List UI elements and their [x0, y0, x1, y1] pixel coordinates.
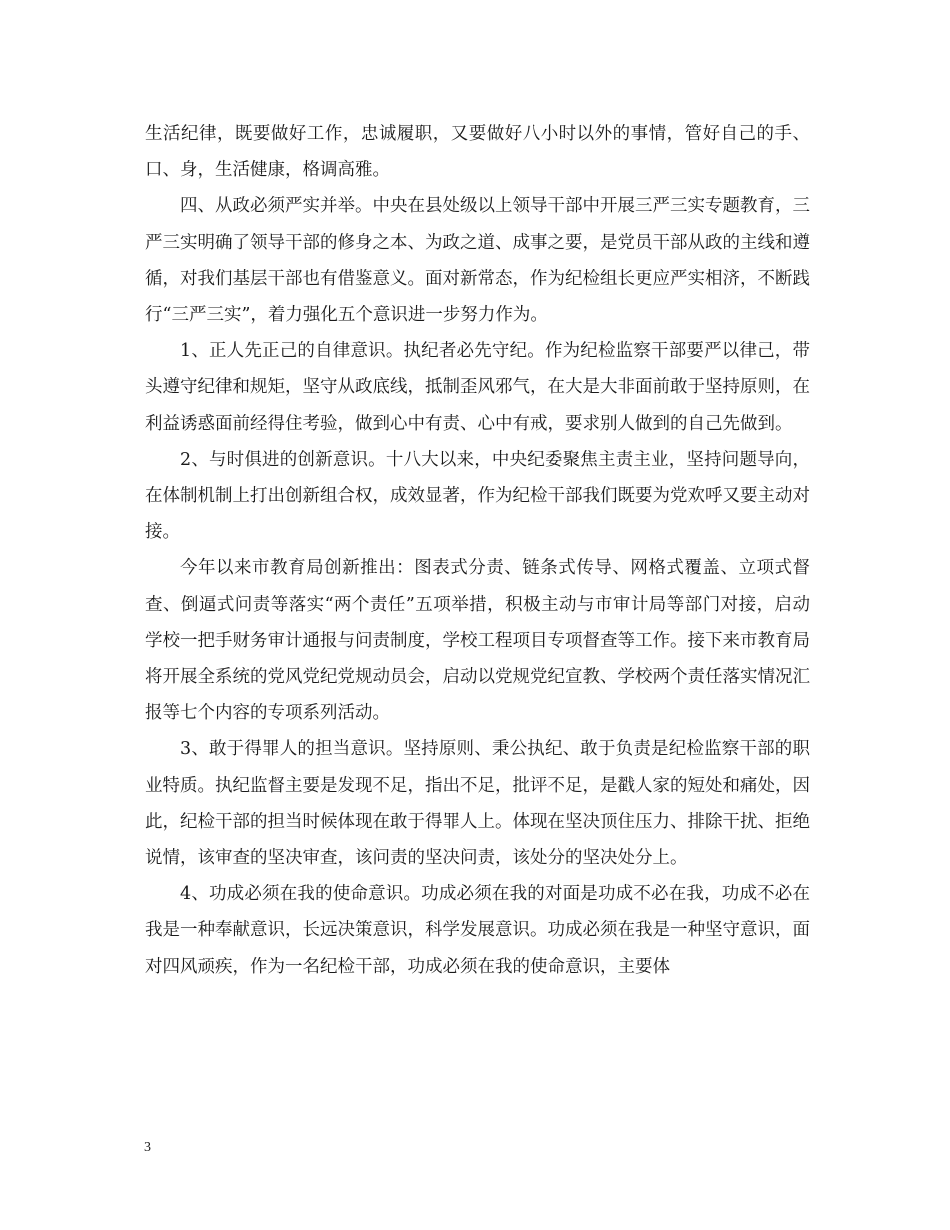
paragraph-point-four-mission: 4、功成必须在我的使命意识。功成必须在我的对面是功成不必在我，功成不必在我是一种奉献意识，长远决策意识，科学发展意识。功成必须在我是一种坚守意识，面对四风顽疾，作为一名纪检干部，功成必须在我的使命意识，主要体: [145, 884, 810, 977]
paragraph-point-three-responsibility: 3、敢于得罪人的担当意识。坚持原则、秉公执纪、敢于负责是纪检监察干部的职业特质。执纪监督主要是发现不足，指出不足，批评不足，是戳人家的短处和痛处，因此，纪检干部的担当时候体现在敢于得罪人上。体现在坚决顶住压力、排除干扰、拒绝说情，该审查的坚决审查，该问责的坚决问责，该处分的坚决处分上。: [145, 739, 810, 869]
paragraph-section-four: 四、从政必须严实并举。中央在县处级以上领导干部中开展三严三实专题教育，三严三实明确了领导干部的修身之本、为政之道、成事之要，是党员干部从政的主线和遵循，对我们基层干部也有借鉴意义。面对新常态，作为纪检组长更应严实相济，不断践行“三严三实”，着力强化五个意识进一步努力作为。: [145, 196, 810, 326]
document-body: [145, 116, 810, 985]
paragraph-point-two-innovation: 2、与时俱进的创新意识。十八大以来，中央纪委聚焦主责主业，坚持问题导向，在体制机制上打出创新组合权，成效显著，作为纪检干部我们既要为党欢呼又要主动对接。: [145, 449, 810, 543]
paragraph-education-bureau-measures: 今年以来市教育局创新推出：图表式分责、链条式传导、网格式覆盖、立项式督查、倒逼式问责等落实“两个责任”五项举措，积极主动与市审计局等部门对接，启动学校一把手财务审计通报与问责制度，学校工程项目专项督查等工作。接下来市教育局将开展全系统的党风党纪党规动员会，启动以党规党纪宣教、学校两个责任落实情况汇报等七个内容的专项系列活动。: [145, 558, 810, 724]
paragraph-continued-life-discipline: 生活纪律，既要做好工作，忠诚履职，又要做好八小时以外的事情，管好自己的手、口、身，生活健康，格调高雅。: [145, 124, 810, 181]
paragraph-point-one-self-discipline: 1、正人先正己的自律意识。执纪者必先守纪。作为纪检监察干部要严以律己，带头遵守纪律和规矩，坚守从政底线，抵制歪风邪气，在大是大非面前敢于坚持原则，在利益诱惑面前经得住考验，做到心中有责、心中有戒，要求别人做到的自己先做到。: [145, 341, 810, 434]
page-number: 3: [144, 1140, 151, 1155]
